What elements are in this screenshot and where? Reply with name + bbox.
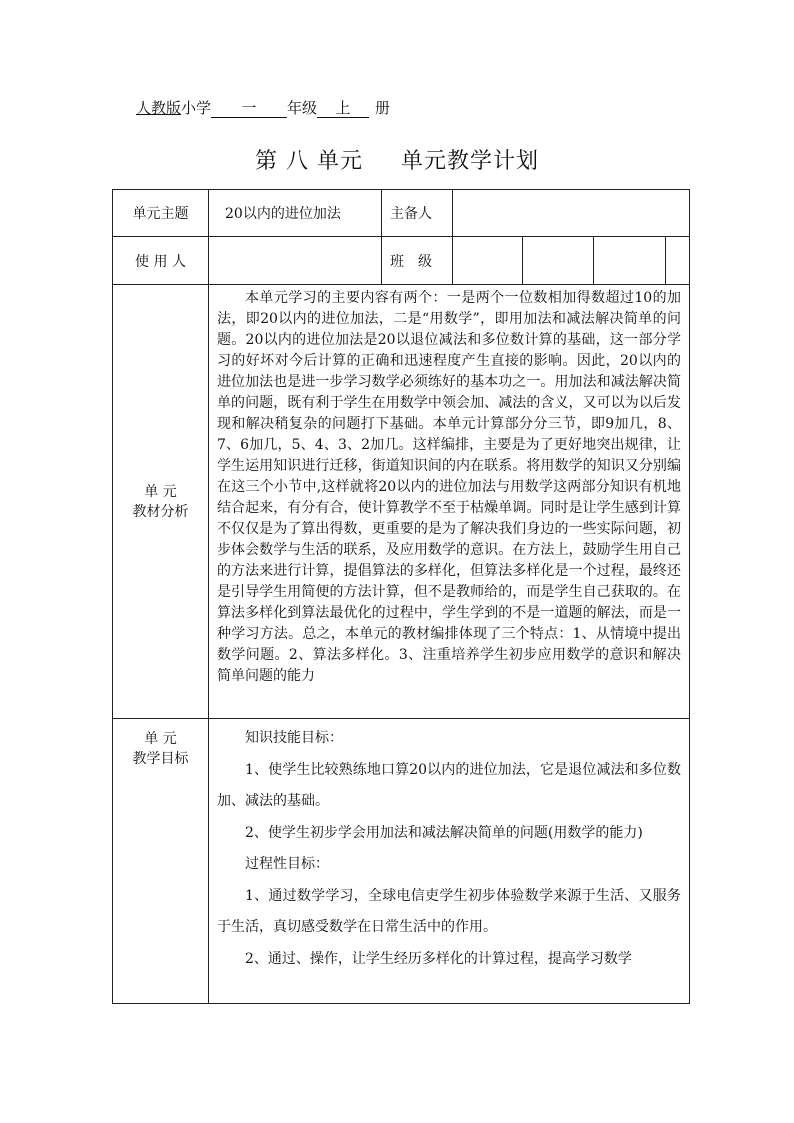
title-plan: 单元教学计划 <box>400 149 539 174</box>
unit-plan-table <box>112 189 690 1004</box>
analysis-label <box>113 285 209 719</box>
analysis-label-line1: 单 元 <box>144 483 177 500</box>
theme-label: 单元主题 <box>113 190 209 237</box>
table-row-goals <box>113 719 690 1004</box>
analysis-content <box>209 285 690 719</box>
goal-line: 过程性目标： <box>245 856 329 872</box>
analysis-text: 本单元学习的主要内容有两个：一是两个一位数相加得数超过10的加法，即20以内的进位加法，二是“用数学”，即用加法和减法解决简单的问题。20以内的进位加法是20以退位减法和多位数计算的基础，这一部分学习的好坏对今后计算的正确和迅速程度产生直接的影响。因此，20以内的进位加法也是进一步学习数学必须练好的基本功之一。用加法和减法解决简单的问题，既有利于学生在用数学中领会加、减法的含义，又可以为以后发现和解决稍复杂的问题打下基础。本单元计算部分分三节，即9加几，8、7、6加几，5、4、3、2加几。这样编排，主要是为了更好地突出规律，让学生运用知识进行迁移，街道知识间的内在联系。将用数学的知识又分别编在这三个小节中,这样就将20以内的进位加法与用数学这两部分知识有机地结合起来，有分有合，使计算教学不至于枯燥单调。同时是让学生感到计算不仅仅是为了算出得数，更重要的是为了解决我们身边的一些实际问题，初步体会数学与生活的联系，及应用数学的意识。在方法上，鼓励学生用自己的方法来进行计算，提倡算法的多样化，但算法多样化是一个过程，最终还是引导学生用简便的方法计算，但不是教师给的，而是学生自己获取的。在算法多样化到算法最优化的过程中，学生学到的不是一道题的解法，而是一种学习方法。总之，本单元的教材编排体现了三个特点：1、从情境中提出数学问题。2、算法多样化。3、注重培养学生初步应用数学的意识和解决简单问题的能力 <box>217 290 681 684</box>
page-title <box>0 144 794 175</box>
publisher-text: 人教版 <box>136 99 182 117</box>
goal-line: 1、通过数学学习，全球电信吏学生初步体验数学来源于生活、又服务于生活，真切感受数学在日常生活中的作用。 <box>217 887 681 935</box>
user-value <box>209 237 382 285</box>
table-row-user <box>113 237 690 285</box>
school-text: 小学 <box>181 99 212 117</box>
goals-label-line2: 教学目标 <box>132 751 189 767</box>
goals-label <box>113 719 209 1004</box>
goal-line: 1、使学生比较熟练地口算20以内的进位加法，它是退位减法和多位数加、减法的基础。 <box>217 761 681 809</box>
preparer-value <box>453 190 690 237</box>
preparer-label: 主备人 <box>382 190 453 237</box>
grade-value: 一 <box>211 99 287 118</box>
document-header <box>136 97 390 118</box>
class-cell-4 <box>666 237 690 285</box>
class-cell-3 <box>594 237 666 285</box>
goals-content <box>209 719 690 1004</box>
class-label: 班 级 <box>382 237 453 285</box>
goal-line: 2、通过、操作，让学生经历多样化的计算过程，提高学习数学 <box>245 950 632 967</box>
theme-value: 20以内的进位加法 <box>209 190 382 237</box>
goals-label-line1: 单 元 <box>144 731 177 747</box>
volume-value: 上 <box>317 99 369 118</box>
analysis-label-line2: 教材分析 <box>132 503 189 520</box>
class-cell-1 <box>453 237 523 285</box>
title-unit: 第 八 单元 <box>254 149 363 174</box>
table-row-analysis <box>113 285 690 719</box>
table-row-theme <box>113 190 690 237</box>
user-label: 使 用 人 <box>113 237 209 285</box>
goal-line: 2、使学生初步学会用加法和减法解决简单的问题(用数学的能力) <box>245 824 643 841</box>
goal-line: 知识技能目标： <box>245 730 343 746</box>
volume-label: 册 <box>375 99 391 117</box>
class-cell-2 <box>523 237 594 285</box>
grade-label: 年级 <box>287 99 318 117</box>
